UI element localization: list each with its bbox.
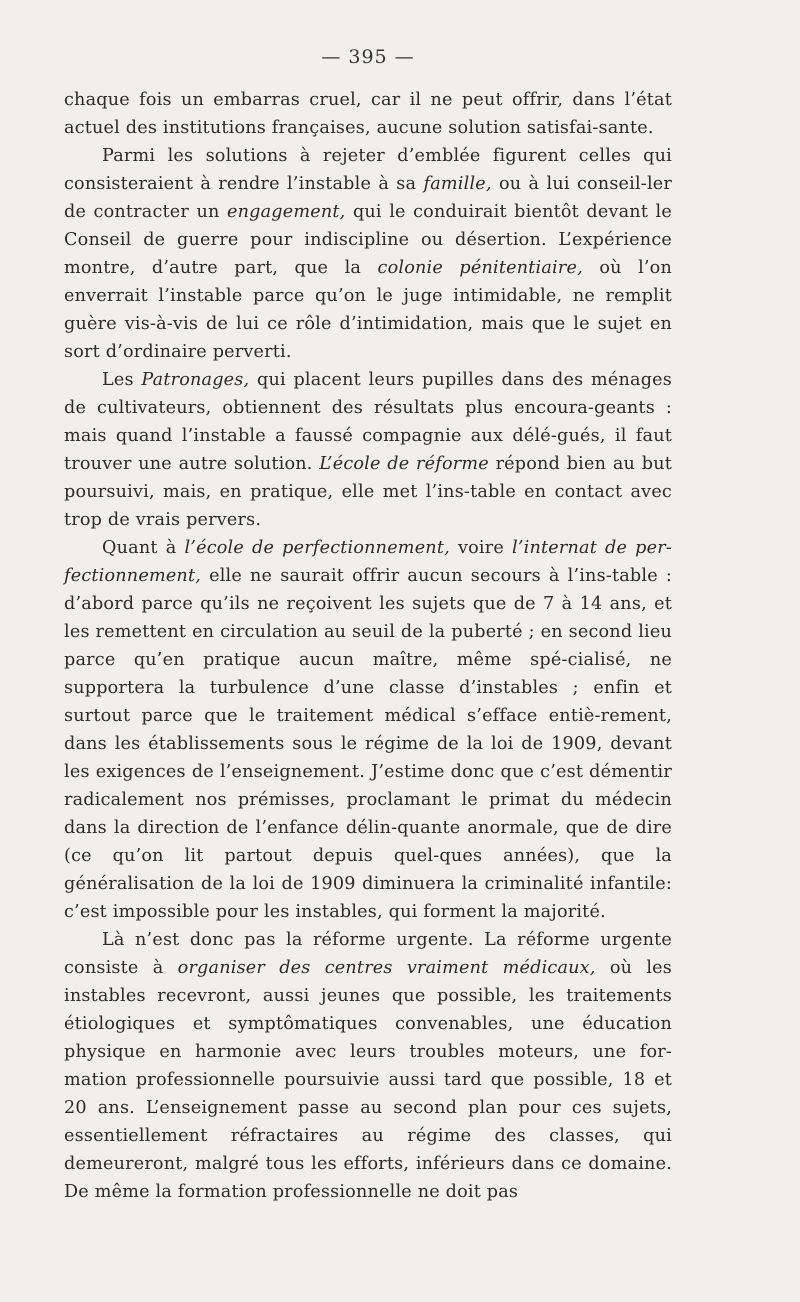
paragraph <box>64 142 672 366</box>
text-run: Les <box>102 370 142 390</box>
text-run: Quant à <box>102 538 185 558</box>
text-run: qui placent leurs pupilles dans des ménages de cultivateurs, obtiennent des résultats plus encoura-geants : mais quand l’instable a faussé compagnie aux délé-gués, il faut trouver une autre solution. <box>64 370 672 474</box>
italic-text: Patronages, <box>141 370 250 390</box>
text-run: répond bien au but poursuivi, mais, en pratique, elle met l’ins-table en contact avec trop de vrais pervers. <box>64 454 672 530</box>
text-run: où les instables recevront, aussi jeunes que possible, les traitements étiologiques et symptômatiques convenables, une éducation physique en harmonie avec leurs troubles moteurs, une for-mation professionnelle poursuivie aussi tard que possible, 18 et 20 ans. L’enseignement passe au second plan pour ces sujets, essentiellement réfractaires au régime des classes, qui demeureront, malgré tous les efforts, inférieurs dans ce domaine. De même la formation professionnelle ne doit pas <box>64 958 673 1202</box>
paragraph <box>64 86 672 142</box>
paragraph <box>64 366 672 534</box>
text-run: qui le conduirait bientôt devant le Conseil de guerre pour indiscipline ou désertion. L’expérience montre, d’autre part, que la <box>64 202 672 278</box>
page-number: — 395 — <box>321 46 415 68</box>
text-run: Là n’est donc pas la réforme urgente. La réforme urgente consiste à <box>64 930 672 978</box>
text-run: chaque fois un embarras cruel, car il ne peut offrir, dans l’état actuel des institutions françaises, aucune solution satisfai-sante. <box>64 90 672 138</box>
text-run: où l’on enverrait l’instable parce qu’on le juge intimidable, ne remplit guère vis-à-vis de lui ce rôle d’intimidation, mais que le sujet en sort d’ordinaire perverti. <box>64 258 673 362</box>
paragraph <box>64 534 672 926</box>
text-run: voire <box>449 538 513 558</box>
paragraph <box>64 926 672 1206</box>
italic-text: l’internat de per-fectionnement, <box>64 538 673 586</box>
text-run: Parmi les solutions à rejeter d’emblée figurent celles qui consisteraient à rendre l’instable à sa <box>64 146 672 194</box>
text-run: elle ne saurait offrir aucun secours à l’ins-table : d’abord parce qu’ils ne reçoivent les sujets que de 7 à 14 ans, et les remettent en circulation au seuil de la puberté ; en second lieu parce qu’en pratique aucun maître, même spé-cialisé, ne supportera la turbulence d’une classe d’instables ; enfin et surtout parce que le traitement médical s’efface entiè-rement, dans les établissements sous le régime de la loi de 1909, devant les exigences de l’enseignement. J’estime donc que c’est démentir radicalement nos prémisses, proclamant le primat du médecin dans la direction de l’enfance délin-quante anormale, que de dire (ce qu’on lit partout depuis quel-ques années), que la généralisation de la loi de 1909 diminuera la criminalité infantile: c’est impossible pour les instables, qui forment la majorité. <box>64 566 672 922</box>
italic-text: colonie pénitentiaire, <box>377 258 583 278</box>
italic-text: famille, <box>423 174 492 194</box>
italic-text: organiser des centres vraiment médicaux, <box>177 958 596 978</box>
italic-text: L’école de réforme <box>319 454 489 474</box>
book-page <box>64 46 672 1206</box>
body-text <box>64 86 672 1206</box>
italic-text: engagement, <box>227 202 346 222</box>
text-run: ou à lui conseil-ler de contracter un <box>64 174 673 222</box>
italic-text: l’école de perfectionnement, <box>184 538 450 558</box>
